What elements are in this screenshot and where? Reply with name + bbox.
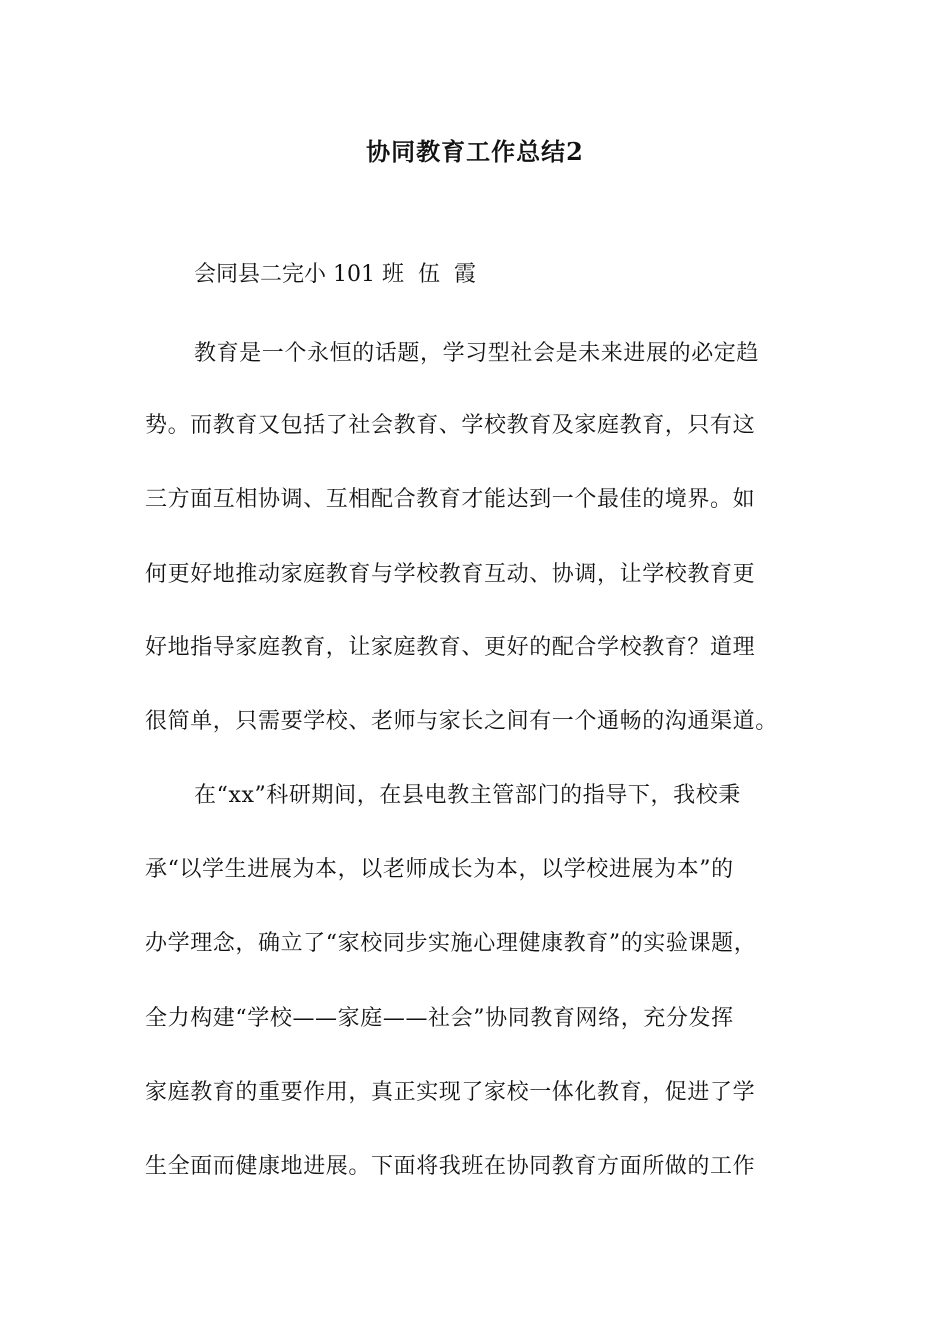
author-line: 会同县二完小 101 班 伍 霞 — [194, 262, 476, 287]
paragraph-1-line-6: 很简单，只需要学校、老师与家长之间有一个通畅的沟通渠道。 — [145, 709, 778, 734]
paragraph-1-line-3: 三方面互相协调、互相配合教育才能达到一个最佳的境界。如 — [145, 487, 756, 512]
paragraph-1-line-1: 教育是一个永恒的话题，学习型社会是未来进展的必定趋 — [194, 341, 760, 366]
paragraph-1-line-4: 何更好地推动家庭教育与学校教育互动、协调，让学校教育更 — [145, 562, 756, 587]
paragraph-1-line-2: 势。而教育又包括了社会教育、学校教育及家庭教育，只有这 — [145, 413, 756, 438]
paragraph-1-line-5: 好地指导家庭教育，让家庭教育、更好的配合学校教育？道理 — [145, 635, 756, 660]
paragraph-2-line-1: 在“xx”科研期间，在县电教主管部门的指导下，我校秉 — [194, 783, 741, 808]
paragraph-2-line-2: 承“以学生进展为本，以老师成长为本，以学校进展为本”的 — [145, 857, 734, 882]
document-title: 协同教育工作总结2 — [366, 137, 584, 166]
paragraph-2-line-3: 办学理念，确立了“家校同步实施心理健康教育”的实验课题， — [145, 931, 757, 956]
paragraph-2-line-6: 生全面而健康地进展。下面将我班在协同教育方面所做的工作 — [145, 1154, 756, 1179]
paragraph-2-line-5: 家庭教育的重要作用，真正实现了家校一体化教育，促进了学 — [145, 1080, 756, 1105]
paragraph-2-line-4: 全力构建“学校——家庭——社会”协同教育网络，充分发挥 — [145, 1006, 734, 1031]
